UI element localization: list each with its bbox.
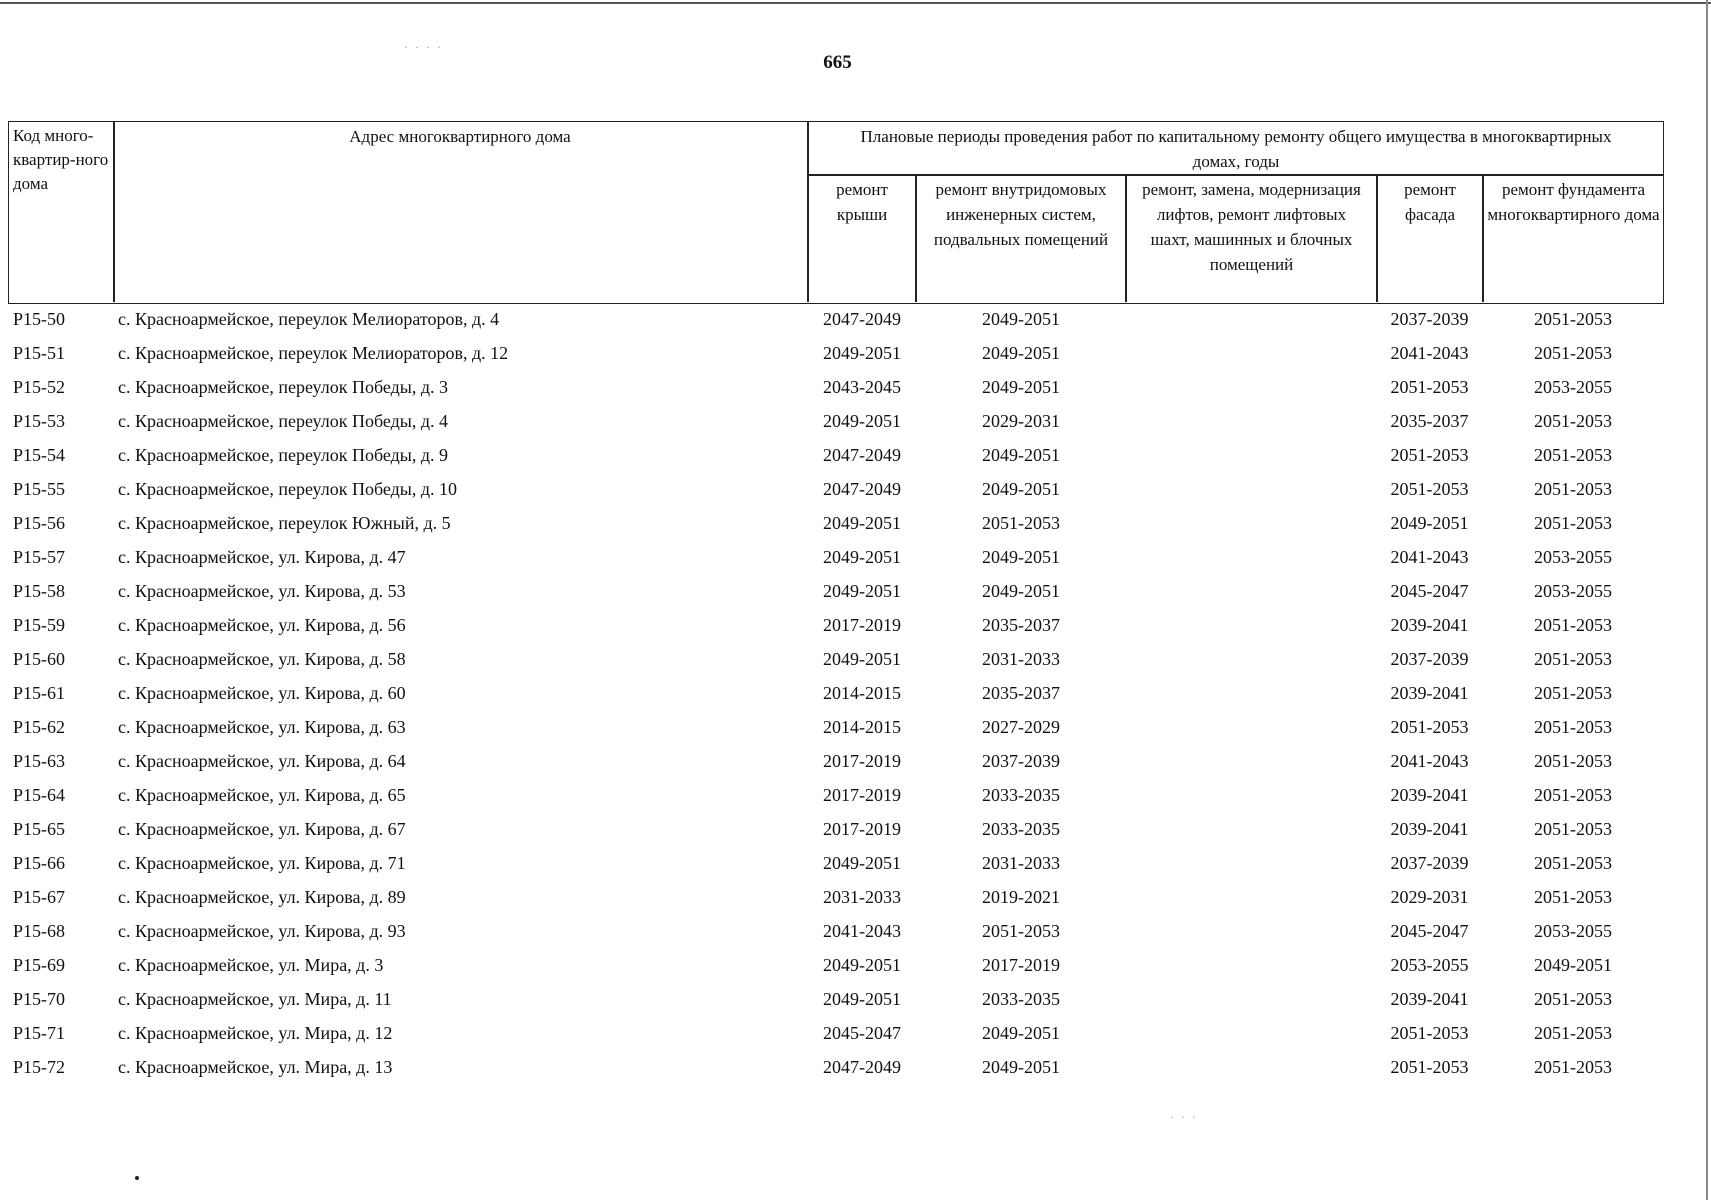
header-roof: ремонт крыши [836,180,888,224]
row-roof: 2049-2051 [823,547,901,567]
row-facade: 2045-2047 [1390,921,1469,941]
row-facade: 2051-2053 [1390,445,1469,465]
row-code: P15-72 [13,1057,66,1077]
row-address: с. Красноармейское, ул. Мира, д. 13 [118,1057,393,1077]
row-roof: 2031-2033 [823,887,901,907]
row-roof: 2017-2019 [823,615,901,635]
header-periods-group: Плановые периоды проведения работ по капитальному ремонту общего имущества в многоквартирных домах, годы [860,127,1612,171]
row-facade: 2039-2041 [1390,989,1469,1009]
row-code: P15-60 [13,649,66,669]
row-roof: 2014-2015 [823,717,901,737]
header-divider [113,122,115,302]
row-foundation: 2051-2053 [1534,309,1612,329]
row-foundation: 2053-2055 [1534,581,1612,601]
row-foundation: 2051-2053 [1534,615,1612,635]
header-code: Код много-квартир-ного дома [13,126,109,193]
row-roof: 2041-2043 [823,921,901,941]
table-row [0,474,1711,508]
row-facade: 2051-2053 [1390,1023,1469,1043]
row-code: P15-61 [13,683,66,703]
row-address: с. Красноармейское, ул. Кирова, д. 64 [118,751,406,771]
page-number: 665 [823,52,852,73]
row-engineering: 2049-2051 [982,445,1060,465]
row-engineering: 2029-2031 [982,411,1060,431]
row-facade: 2051-2053 [1390,377,1469,397]
row-engineering: 2035-2037 [982,615,1060,635]
row-code: P15-69 [13,955,66,975]
row-code: P15-54 [13,445,66,465]
row-engineering: 2033-2035 [982,819,1060,839]
row-address: с. Красноармейское, переулок Мелиораторов, д. 4 [118,309,500,329]
table-row [0,950,1711,984]
row-facade: 2041-2043 [1390,751,1469,771]
row-engineering: 2033-2035 [982,989,1060,1009]
row-address: с. Красноармейское, ул. Мира, д. 3 [118,955,384,975]
row-code: P15-68 [13,921,66,941]
row-code: P15-64 [13,785,66,805]
row-engineering: 2049-2051 [982,377,1060,397]
table-row [0,406,1711,440]
row-engineering: 2051-2053 [982,921,1060,941]
row-address: с. Красноармейское, ул. Кирова, д. 89 [118,887,406,907]
row-engineering: 2051-2053 [982,513,1060,533]
table-row [0,848,1711,882]
row-roof: 2017-2019 [823,751,901,771]
table-row [0,882,1711,916]
row-code: P15-51 [13,343,66,363]
row-facade: 2041-2043 [1390,343,1469,363]
row-address: с. Красноармейское, ул. Кирова, д. 67 [118,819,406,839]
row-foundation: 2051-2053 [1534,853,1612,873]
row-roof: 2043-2045 [823,377,901,397]
row-code: P15-58 [13,581,66,601]
row-engineering: 2031-2033 [982,853,1060,873]
row-foundation: 2051-2053 [1534,1057,1612,1077]
row-roof: 2049-2051 [823,853,901,873]
row-address: с. Красноармейское, ул. Кирова, д. 93 [118,921,406,941]
row-roof: 2047-2049 [823,309,901,329]
row-facade: 2039-2041 [1390,785,1469,805]
row-code: P15-62 [13,717,66,737]
row-foundation: 2051-2053 [1534,649,1612,669]
row-engineering: 2049-2051 [982,547,1060,567]
row-foundation: 2051-2053 [1534,1023,1612,1043]
table-row [0,678,1711,712]
page-top-border [0,2,1711,4]
row-foundation: 2051-2053 [1534,411,1612,431]
row-facade: 2037-2039 [1390,853,1469,873]
table-row [0,984,1711,1018]
row-address: с. Красноармейское, переулок Победы, д. 10 [118,479,458,499]
row-code: P15-57 [13,547,66,567]
row-facade: 2029-2031 [1390,887,1469,907]
row-roof: 2049-2051 [823,343,901,363]
row-foundation: 2051-2053 [1534,513,1612,533]
row-code: P15-63 [13,751,66,771]
table-row [0,610,1711,644]
row-engineering: 2049-2051 [982,309,1060,329]
row-code: P15-66 [13,853,66,873]
row-address: с. Красноармейское, переулок Победы, д. 3 [118,377,449,397]
row-foundation: 2051-2053 [1534,989,1612,1009]
row-engineering: 2049-2051 [982,479,1060,499]
row-facade: 2037-2039 [1390,649,1469,669]
row-code: P15-52 [13,377,66,397]
row-foundation: 2051-2053 [1534,751,1612,771]
table-row [0,304,1711,338]
row-address: с. Красноармейское, ул. Кирова, д. 63 [118,717,406,737]
row-facade: 2053-2055 [1390,955,1469,975]
row-address: с. Красноармейское, переулок Победы, д. 4 [118,411,449,431]
row-roof: 2049-2051 [823,581,901,601]
row-roof: 2045-2047 [823,1023,901,1043]
row-engineering: 2033-2035 [982,785,1060,805]
row-address: с. Красноармейское, ул. Кирова, д. 53 [118,581,406,601]
table-row [0,1052,1711,1086]
row-code: P15-56 [13,513,66,533]
row-code: P15-65 [13,819,66,839]
header-engineering: ремонт внутридомовых инженерных систем, подвальных помещений [933,180,1109,249]
row-address: с. Красноармейское, переулок Южный, д. 5 [118,513,451,533]
table-row [0,780,1711,814]
row-roof: 2017-2019 [823,785,901,805]
row-roof: 2047-2049 [823,479,901,499]
row-facade: 2051-2053 [1390,479,1469,499]
row-code: P15-71 [13,1023,66,1043]
table-row [0,542,1711,576]
row-engineering: 2035-2037 [982,683,1060,703]
row-address: с. Красноармейское, ул. Кирова, д. 58 [118,649,406,669]
header-lift: ремонт, замена, модернизация лифтов, ремонт лифтовых шахт, машинных и блочных помещений [1142,180,1361,274]
row-facade: 2039-2041 [1390,615,1469,635]
table-row [0,746,1711,780]
row-roof: 2049-2051 [823,513,901,533]
row-engineering: 2019-2021 [982,887,1060,907]
row-roof: 2047-2049 [823,445,901,465]
row-engineering: 2031-2033 [982,649,1060,669]
header-foundation: ремонт фундамента многоквартирного дома [1487,180,1660,224]
row-roof: 2049-2051 [823,955,901,975]
header-divider [807,174,1663,176]
row-foundation: 2051-2053 [1534,819,1612,839]
row-roof: 2049-2051 [823,411,901,431]
table-row [0,644,1711,678]
row-address: с. Красноармейское, ул. Мира, д. 11 [118,989,392,1009]
row-engineering: 2027-2029 [982,717,1060,737]
row-engineering: 2049-2051 [982,1023,1060,1043]
row-roof: 2017-2019 [823,819,901,839]
row-engineering: 2049-2051 [982,1057,1060,1077]
row-address: с. Красноармейское, ул. Кирова, д. 60 [118,683,406,703]
table-row [0,440,1711,474]
row-facade: 2035-2037 [1390,411,1469,431]
row-address: с. Красноармейское, ул. Мира, д. 12 [118,1023,393,1043]
scan-noise: · · · [1170,1110,1198,1124]
row-engineering: 2049-2051 [982,343,1060,363]
row-engineering: 2049-2051 [982,581,1060,601]
row-facade: 2049-2051 [1390,513,1469,533]
row-address: с. Красноармейское, ул. Кирова, д. 56 [118,615,406,635]
row-code: P15-55 [13,479,66,499]
row-facade: 2037-2039 [1390,309,1469,329]
header-address: Адрес многоквартирного дома [349,127,571,146]
row-roof: 2049-2051 [823,989,901,1009]
table-row [0,338,1711,372]
row-foundation: 2053-2055 [1534,921,1612,941]
table-row [0,814,1711,848]
row-engineering: 2017-2019 [982,955,1060,975]
table-row [0,372,1711,406]
row-foundation: 2053-2055 [1534,377,1612,397]
row-facade: 2041-2043 [1390,547,1469,567]
table-row [0,508,1711,542]
scan-speck [135,1176,139,1180]
row-code: P15-67 [13,887,66,907]
row-foundation: 2051-2053 [1534,479,1612,499]
row-foundation: 2051-2053 [1534,343,1612,363]
table-body [0,304,1711,1086]
scan-noise: · · · · [404,40,443,54]
row-facade: 2039-2041 [1390,819,1469,839]
table-row [0,916,1711,950]
row-roof: 2047-2049 [823,1057,901,1077]
row-engineering: 2037-2039 [982,751,1060,771]
table-header [8,121,1664,304]
row-facade: 2045-2047 [1390,581,1469,601]
row-foundation: 2049-2051 [1534,955,1612,975]
row-code: P15-50 [13,309,66,329]
header-facade: ремонт фасада [1404,180,1456,224]
row-code: P15-70 [13,989,66,1009]
row-foundation: 2051-2053 [1534,717,1612,737]
row-facade: 2051-2053 [1390,1057,1469,1077]
row-code: P15-59 [13,615,66,635]
row-code: P15-53 [13,411,66,431]
row-foundation: 2051-2053 [1534,887,1612,907]
row-facade: 2039-2041 [1390,683,1469,703]
row-roof: 2049-2051 [823,649,901,669]
table-row [0,712,1711,746]
row-foundation: 2051-2053 [1534,785,1612,805]
row-address: с. Красноармейское, ул. Кирова, д. 47 [118,547,406,567]
row-foundation: 2051-2053 [1534,683,1612,703]
row-address: с. Красноармейское, переулок Победы, д. 9 [118,445,449,465]
row-address: с. Красноармейское, ул. Кирова, д. 71 [118,853,406,873]
row-facade: 2051-2053 [1390,717,1469,737]
row-address: с. Красноармейское, ул. Кирова, д. 65 [118,785,406,805]
row-roof: 2014-2015 [823,683,901,703]
row-foundation: 2053-2055 [1534,547,1612,567]
row-foundation: 2051-2053 [1534,445,1612,465]
table-row [0,576,1711,610]
row-address: с. Красноармейское, переулок Мелиораторов, д. 12 [118,343,509,363]
table-row [0,1018,1711,1052]
